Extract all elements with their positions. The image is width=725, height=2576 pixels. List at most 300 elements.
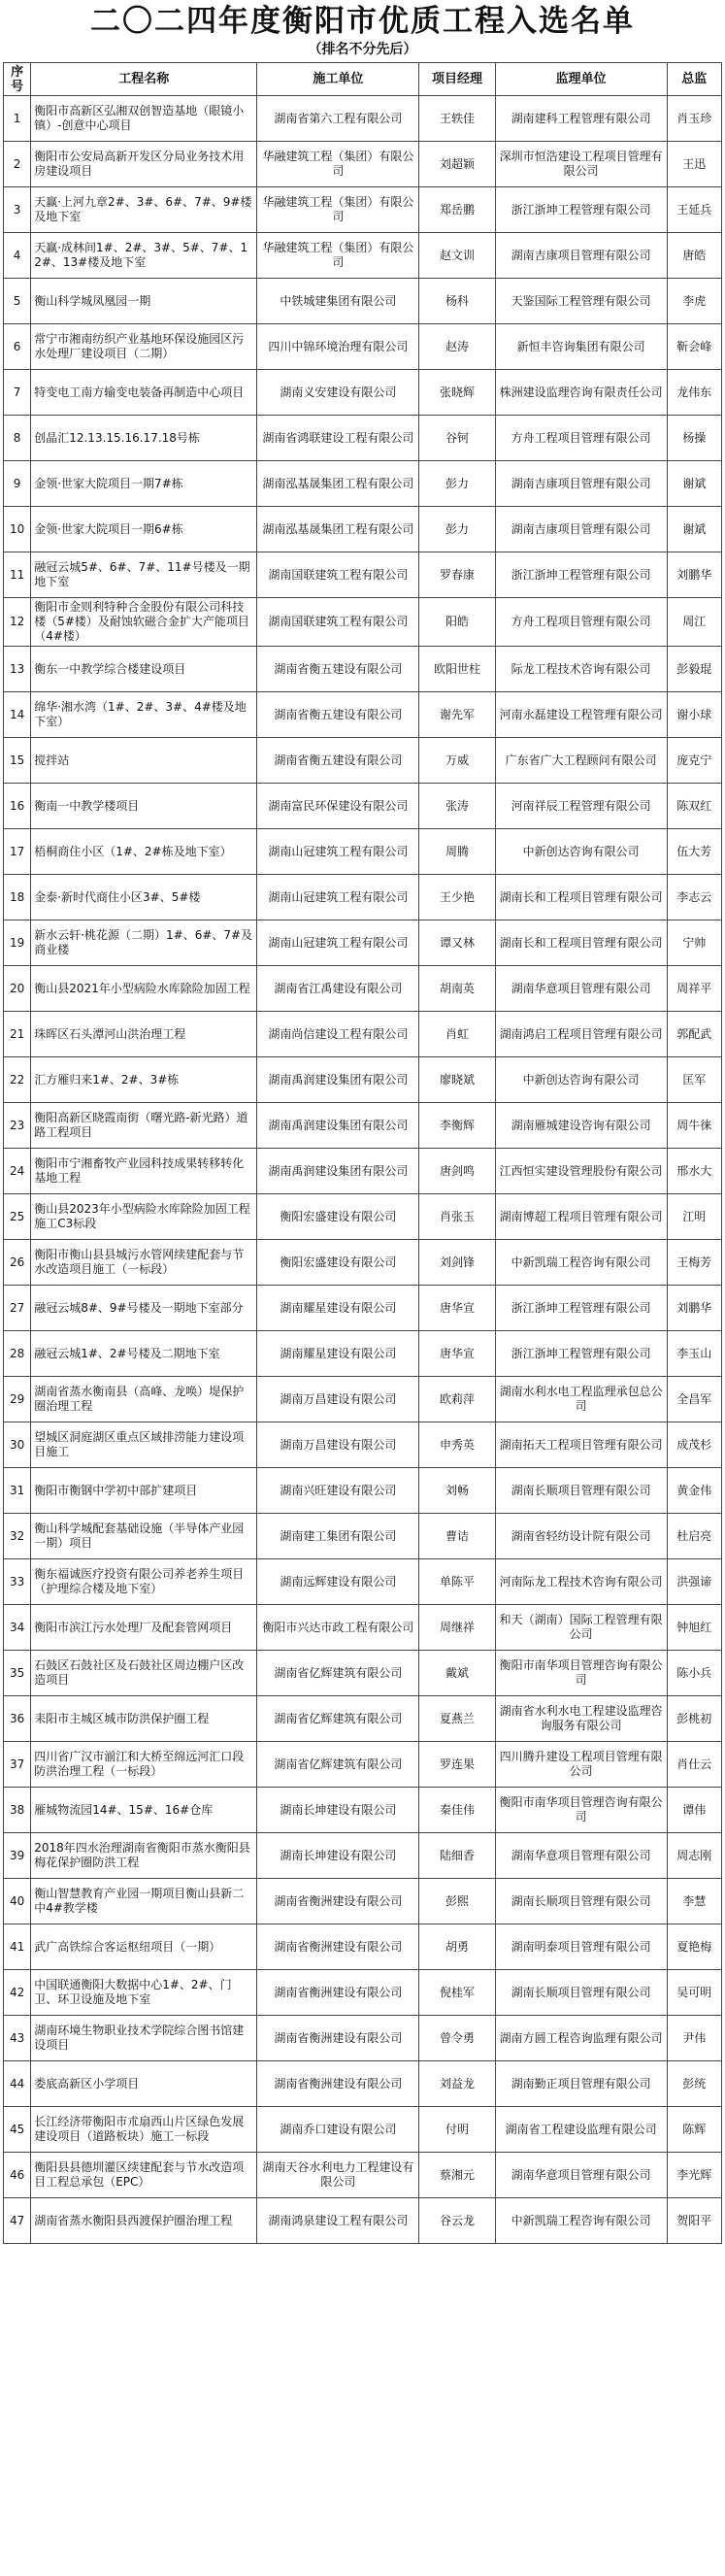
cell-project-manager: 曹诘 [419,1514,496,1559]
cell-supervision-unit: 湖南吉康项目管理有限公司 [495,507,667,552]
cell-supervision-unit: 中新创达咨询有限公司 [495,829,667,875]
cell-project-manager: 欧阳世柱 [419,647,496,692]
cell-supervision-unit: 湖南省轻纺设计院有限公司 [495,1514,667,1559]
cell-project-manager: 付明 [419,2107,496,2153]
cell-no: 11 [4,552,31,598]
cell-supervision-unit: 湖南拓天工程项目管理有限公司 [495,1422,667,1468]
table-row [4,1879,722,1924]
cell-project-manager: 罗春康 [419,552,496,598]
cell-construction-unit: 湖南建工集团有限公司 [257,1514,419,1559]
cell-no: 19 [4,920,31,966]
cell-chief-supervisor: 伍大芳 [667,829,722,875]
cell-no: 8 [4,416,31,461]
cell-supervision-unit: 湖南长和工程项目管理有限公司 [495,920,667,966]
cell-supervision-unit: 中新创达咨询有限公司 [495,1057,667,1103]
cell-construction-unit: 中铁城建集团有限公司 [257,279,419,324]
table-row [4,2107,722,2153]
cell-no: 5 [4,279,31,324]
document-title: 二〇二四年度衡阳市优质工程入选名单 [90,4,635,39]
cell-project-manager: 申秀英 [419,1422,496,1468]
cell-project-name: 衡东一中教学综合楼建设项目 [31,647,257,692]
header-project-manager: 项目经理 [419,63,496,96]
cell-supervision-unit: 湖南雁城建设咨询有限公司 [495,1103,667,1149]
cell-project-manager: 肖虹 [419,1012,496,1057]
cell-chief-supervisor: 邢水大 [667,1149,722,1194]
cell-chief-supervisor: 陈双红 [667,784,722,829]
cell-project-manager: 刘畅 [419,1468,496,1514]
cell-no: 21 [4,1012,31,1057]
table-row [4,461,722,507]
cell-supervision-unit: 河南际龙工程技术咨询有限公司 [495,1559,667,1605]
table-row [4,1514,722,1559]
cell-construction-unit: 湖南禹润建设集团有限公司 [257,1103,419,1149]
table-row [4,1742,722,1788]
cell-project-name: 金领·世家大院项目一期7#栋 [31,461,257,507]
cell-no: 25 [4,1194,31,1240]
cell-no: 42 [4,1970,31,2016]
cell-project-manager: 刘益龙 [419,2061,496,2107]
cell-supervision-unit: 河南祥辰工程管理有限公司 [495,784,667,829]
cell-construction-unit: 华融建筑工程（集团）有限公司 [257,142,419,187]
cell-chief-supervisor: 匡军 [667,1057,722,1103]
cell-construction-unit: 湖南耀星建设有限公司 [257,1286,419,1331]
cell-project-manager: 单陈平 [419,1559,496,1605]
cell-project-name: 绵华·湘水湾（1#、2#、3#、4#楼及地下室） [31,692,257,738]
cell-no: 7 [4,370,31,416]
table-row [4,966,722,1012]
table-row [4,1012,722,1057]
cell-no: 16 [4,784,31,829]
cell-chief-supervisor: 陈小兵 [667,1651,722,1696]
cell-project-manager: 郑岳鹏 [419,187,496,233]
cell-construction-unit: 衡阳市兴达市政工程有限公司 [257,1605,419,1651]
cell-chief-supervisor: 陈辉 [667,2107,722,2153]
cell-construction-unit: 四川中锦环境治理有限公司 [257,324,419,370]
cell-project-name: 新水云轩·桃花源（二期）1#、6#、7#及商业楼 [31,920,257,966]
cell-project-name: 衡东福诚医疗投资有限公司养老养生项目（护理综合楼及地下室） [31,1559,257,1605]
table-row [4,598,722,647]
table-row [4,829,722,875]
cell-project-manager: 杨科 [419,279,496,324]
cell-no: 2 [4,142,31,187]
table-row [4,1057,722,1103]
header-row [4,63,722,96]
cell-project-manager: 唐华宣 [419,1286,496,1331]
cell-supervision-unit: 湖南鸿启工程项目管理有限公司 [495,1012,667,1057]
cell-project-manager: 蔡湘元 [419,2153,496,2198]
cell-project-name: 雁城物流园14#、15#、16#仓库 [31,1788,257,1833]
table-row [4,2061,722,2107]
cell-no: 27 [4,1286,31,1331]
cell-chief-supervisor: 洪强谛 [667,1559,722,1605]
cell-project-manager: 谷云龙 [419,2198,496,2244]
table-row [4,2198,722,2244]
cell-project-manager: 谭又林 [419,920,496,966]
cell-chief-supervisor: 周江 [667,598,722,647]
cell-project-name: 特变电工南方输变电装备再制造中心项目 [31,370,257,416]
table-row [4,96,722,142]
cell-chief-supervisor: 成茂杉 [667,1422,722,1468]
cell-project-manager: 张涛 [419,784,496,829]
cell-project-manager: 胡南英 [419,966,496,1012]
table-row [4,1605,722,1651]
cell-supervision-unit: 株洲建设监理咨询有限责任公司 [495,370,667,416]
cell-project-manager: 刘超颖 [419,142,496,187]
cell-chief-supervisor: 谢小球 [667,692,722,738]
cell-no: 32 [4,1514,31,1559]
cell-supervision-unit: 湖南勤正项目管理有限公司 [495,2061,667,2107]
table-row [4,784,722,829]
cell-chief-supervisor: 刘鹏华 [667,552,722,598]
cell-project-name: 汇方雁归来1#、2#、3#栋 [31,1057,257,1103]
cell-chief-supervisor: 郭配武 [667,1012,722,1057]
table-row [4,1422,722,1468]
table-row [4,507,722,552]
cell-no: 31 [4,1468,31,1514]
cell-project-manager: 倪桂军 [419,1970,496,2016]
cell-project-name: 衡阳市宁湘畜牧产业园科技成果转移转化基地工程 [31,1149,257,1194]
table-row [4,552,722,598]
cell-construction-unit: 湖南山冠建筑工程有限公司 [257,829,419,875]
cell-project-name: 湖南省蒸水衡南县（高峰、龙唤）堤保护圈治理工程 [31,1377,257,1422]
cell-chief-supervisor: 李光辉 [667,2153,722,2198]
table-row [4,1194,722,1240]
cell-chief-supervisor: 刘鹏华 [667,1286,722,1331]
cell-project-name: 耒阳市主城区城市防洪保护圈工程 [31,1696,257,1742]
table-row [4,142,722,187]
cell-chief-supervisor: 周志刚 [667,1833,722,1879]
table-row [4,738,722,784]
cell-no: 4 [4,233,31,279]
table-row [4,233,722,279]
cell-chief-supervisor: 全昌军 [667,1377,722,1422]
cell-no: 43 [4,2016,31,2061]
cell-project-manager: 彭力 [419,507,496,552]
cell-no: 44 [4,2061,31,2107]
cell-construction-unit: 湖南乔口建设有限公司 [257,2107,419,2153]
cell-no: 15 [4,738,31,784]
cell-chief-supervisor: 王延兵 [667,187,722,233]
cell-supervision-unit: 浙江浙坤工程管理有限公司 [495,1286,667,1331]
cell-construction-unit: 湖南省衡洲建设有限公司 [257,2016,419,2061]
cell-project-name: 天赢·上河九章2#、3#、6#、7#、9#楼及地下室 [31,187,257,233]
cell-construction-unit: 湖南省衡洲建设有限公司 [257,2061,419,2107]
cell-project-name: 中国联通衡阳大数据中心1#、2#、门卫、环卫设施及地下室 [31,1970,257,2016]
cell-construction-unit: 湖南省第六工程有限公司 [257,96,419,142]
cell-construction-unit: 湖南万昌建设有限公司 [257,1422,419,1468]
cell-chief-supervisor: 肖仕云 [667,1742,722,1788]
cell-project-name: 湖南环境生物职业技术学院综合图书馆建设项目 [31,2016,257,2061]
cell-project-name: 四川省广汉市湔江和大桥至绵远河汇口段防洪治理工程（一标段） [31,1742,257,1788]
cell-no: 12 [4,598,31,647]
cell-no: 34 [4,1605,31,1651]
cell-project-name: 常宁市湘南纺织产业基地环保设施园区污水处理厂建设项目（二期） [31,324,257,370]
cell-chief-supervisor: 龙伟东 [667,370,722,416]
cell-no: 6 [4,324,31,370]
cell-no: 39 [4,1833,31,1879]
cell-construction-unit: 湖南天谷水利电力工程建设有限公司 [257,2153,419,2198]
cell-supervision-unit: 湖南长和工程项目管理有限公司 [495,875,667,920]
cell-chief-supervisor: 贺阳平 [667,2198,722,2244]
cell-supervision-unit: 方舟工程项目管理有限公司 [495,598,667,647]
cell-construction-unit: 华融建筑工程（集团）有限公司 [257,233,419,279]
cell-project-name: 娄底高新区小学项目 [31,2061,257,2107]
cell-project-manager: 万威 [419,738,496,784]
cell-construction-unit: 华融建筑工程（集团）有限公司 [257,187,419,233]
cell-project-name: 石鼓区石鼓社区及石鼓社区周边棚户区改造项目 [31,1651,257,1696]
cell-construction-unit: 湖南山冠建筑工程有限公司 [257,875,419,920]
header-chief-supervisor: 总监 [667,63,722,96]
cell-chief-supervisor: 庞克宁 [667,738,722,784]
cell-project-manager: 胡勇 [419,1924,496,1970]
cell-project-manager: 夏燕兰 [419,1696,496,1742]
cell-project-manager: 欧莉萍 [419,1377,496,1422]
table-row [4,647,722,692]
cell-project-name: 长江经济带衡阳市朮扇西山片区绿色发展建设项目（道路板块）施工一标段 [31,2107,257,2153]
cell-project-name: 珠晖区石头潭河山洪治理工程 [31,1012,257,1057]
cell-no: 18 [4,875,31,920]
cell-chief-supervisor: 彭桃初 [667,1696,722,1742]
cell-no: 17 [4,829,31,875]
cell-no: 30 [4,1422,31,1468]
cell-project-name: 衡阳市衡山县县城污水管网续建配套与节水改造项目施工（一标段） [31,1240,257,1286]
cell-construction-unit: 湖南国联建筑工程有限公司 [257,598,419,647]
cell-chief-supervisor: 肖玉珍 [667,96,722,142]
cell-project-manager: 王少艳 [419,875,496,920]
cell-supervision-unit: 湖南华意项目管理有限公司 [495,2153,667,2198]
cell-no: 3 [4,187,31,233]
cell-supervision-unit: 湖南博超工程项目管理有限公司 [495,1194,667,1240]
cell-construction-unit: 湖南省衡洲建设有限公司 [257,1924,419,1970]
cell-project-manager: 刘剑锋 [419,1240,496,1286]
cell-construction-unit: 湖南鸿泉建设工程有限公司 [257,2198,419,2244]
table-row [4,875,722,920]
cell-project-name: 衡山智慧教育产业园一期项目衡山县新二中4#教学楼 [31,1879,257,1924]
cell-project-manager: 戴斌 [419,1651,496,1696]
cell-project-manager: 唐剑鸣 [419,1149,496,1194]
cell-supervision-unit: 广东省广大工程顾问有限公司 [495,738,667,784]
cell-construction-unit: 湖南义安建设有限公司 [257,370,419,416]
cell-no: 41 [4,1924,31,1970]
cell-chief-supervisor: 彭统 [667,2061,722,2107]
cell-supervision-unit: 新恒丰咨询集团有限公司 [495,324,667,370]
cell-supervision-unit: 湖南水利水电工程监理承包总公司 [495,1377,667,1422]
cell-construction-unit: 湖南省衡洲建设有限公司 [257,1970,419,2016]
cell-no: 46 [4,2153,31,2198]
cell-supervision-unit: 湖南明泰项目管理有限公司 [495,1924,667,1970]
cell-project-name: 望城区洞庭湖区重点区域排涝能力建设项目施工 [31,1422,257,1468]
table-row [4,279,722,324]
cell-project-manager: 彭熙 [419,1879,496,1924]
table-row [4,1103,722,1149]
cell-no: 9 [4,461,31,507]
cell-chief-supervisor: 王梅芳 [667,1240,722,1286]
table-row [4,692,722,738]
cell-construction-unit: 衡阳宏盛建设有限公司 [257,1194,419,1240]
cell-project-name: 融冠云城1#、2#号楼及二期地下室 [31,1331,257,1377]
cell-chief-supervisor: 夏艳梅 [667,1924,722,1970]
cell-supervision-unit: 方舟工程项目管理有限公司 [495,416,667,461]
cell-chief-supervisor: 唐皓 [667,233,722,279]
cell-no: 35 [4,1651,31,1696]
cell-supervision-unit: 湖南长顺项目管理有限公司 [495,1879,667,1924]
cell-chief-supervisor: 靳会峰 [667,324,722,370]
cell-supervision-unit: 湖南长顺项目管理有限公司 [495,1970,667,2016]
cell-project-manager: 谢先军 [419,692,496,738]
cell-construction-unit: 湖南泓基晟集团工程有限公司 [257,461,419,507]
cell-chief-supervisor: 钟旭红 [667,1605,722,1651]
cell-supervision-unit: 江西恒实建设管理股份有限公司 [495,1149,667,1194]
cell-no: 10 [4,507,31,552]
table-row [4,2153,722,2198]
cell-construction-unit: 湖南省衡五建设有限公司 [257,738,419,784]
cell-project-name: 湖南省蒸水衡阳县西渡保护圈治理工程 [31,2198,257,2244]
cell-project-name: 衡山科学城凤凰园一期 [31,279,257,324]
cell-project-name: 衡阳县县德圳灌区续建配套与节水改造项目工程总承包（EPC） [31,2153,257,2198]
cell-no: 14 [4,692,31,738]
cell-no: 23 [4,1103,31,1149]
cell-supervision-unit: 湖南长顺项目管理有限公司 [495,1468,667,1514]
cell-no: 13 [4,647,31,692]
cell-supervision-unit: 河南永磊建设工程管理有限公司 [495,692,667,738]
table-row [4,1240,722,1286]
table-row [4,1924,722,1970]
cell-supervision-unit: 湖南华意项目管理有限公司 [495,966,667,1012]
table-row [4,1331,722,1377]
cell-supervision-unit: 中新凯瑞工程咨询有限公司 [495,1240,667,1286]
cell-no: 22 [4,1057,31,1103]
cell-no: 20 [4,966,31,1012]
cell-supervision-unit: 浙江浙坤工程管理有限公司 [495,1331,667,1377]
table-row [4,1286,722,1331]
projects-table [3,62,722,2244]
cell-project-manager: 肖张玉 [419,1194,496,1240]
cell-project-manager: 张晓辉 [419,370,496,416]
cell-chief-supervisor: 李玉山 [667,1331,722,1377]
table-row [4,324,722,370]
cell-supervision-unit: 衡阳市南华项目管理咨询有限公司 [495,1788,667,1833]
cell-construction-unit: 湖南长坤建设有限公司 [257,1833,419,1879]
cell-project-name: 衡阳市高新区弘湘双创智造基地（眼镜小镇）-创意中心项目 [31,96,257,142]
cell-project-manager: 秦佳伟 [419,1788,496,1833]
cell-project-name: 梧桐商住小区（1#、2#栋及地下室） [31,829,257,875]
cell-project-name: 金泰·新时代商住小区3#、5#楼 [31,875,257,920]
cell-construction-unit: 湖南兴旺建设有限公司 [257,1468,419,1514]
cell-supervision-unit: 浙江浙坤工程管理有限公司 [495,552,667,598]
cell-project-manager: 李衡辉 [419,1103,496,1149]
cell-construction-unit: 湖南禹润建设集团有限公司 [257,1149,419,1194]
cell-no: 1 [4,96,31,142]
cell-no: 26 [4,1240,31,1286]
cell-supervision-unit: 四川腾升建设工程项目管理有限公司 [495,1742,667,1788]
cell-supervision-unit: 湖南方圆工程咨询监理有限公司 [495,2016,667,2061]
table-row [4,1149,722,1194]
table-row [4,1559,722,1605]
cell-project-name: 衡南一中教学楼项目 [31,784,257,829]
cell-project-name: 金领·世家大院项目一期6#栋 [31,507,257,552]
cell-supervision-unit: 湖南省水利水电工程建设监理咨询服务有限公司 [495,1696,667,1742]
table-row [4,370,722,416]
cell-supervision-unit: 和天（湖南）国际工程管理有限公司 [495,1605,667,1651]
cell-project-manager: 王轶佳 [419,96,496,142]
cell-construction-unit: 湖南省亿辉建筑有限公司 [257,1696,419,1742]
cell-project-manager: 陆细香 [419,1833,496,1879]
cell-project-name: 融冠云城5#、6#、7#、11#号楼及一期地下室 [31,552,257,598]
cell-supervision-unit: 衡阳市南华项目管理咨询有限公司 [495,1651,667,1696]
cell-construction-unit: 湖南长坤建设有限公司 [257,1788,419,1833]
cell-construction-unit: 湖南国联建筑工程有限公司 [257,552,419,598]
cell-project-name: 衡阳市滨江污水处理厂及配套管网项目 [31,1605,257,1651]
cell-supervision-unit: 浙江浙坤工程管理有限公司 [495,187,667,233]
cell-no: 47 [4,2198,31,2244]
cell-project-manager: 赵文训 [419,233,496,279]
cell-project-name: 2018年四水治理湖南省衡阳市蒸水衡阳县梅花保护圈防洪工程 [31,1833,257,1879]
cell-supervision-unit: 际龙工程技术咨询有限公司 [495,647,667,692]
cell-construction-unit: 湖南泓基晟集团工程有限公司 [257,507,419,552]
cell-project-manager: 罗连果 [419,1742,496,1788]
cell-supervision-unit: 湖南建科工程管理有限公司 [495,96,667,142]
cell-supervision-unit: 中新凯瑞工程咨询有限公司 [495,2198,667,2244]
table-row [4,1696,722,1742]
cell-chief-supervisor: 宁帅 [667,920,722,966]
cell-project-name: 天赢·成林间1#、2#、3#、5#、7#、12#、13#楼及地下室 [31,233,257,279]
cell-construction-unit: 湖南省衡洲建设有限公司 [257,1879,419,1924]
cell-construction-unit: 湖南省衡五建设有限公司 [257,647,419,692]
cell-construction-unit: 湖南万昌建设有限公司 [257,1377,419,1422]
cell-construction-unit: 湖南省衡五建设有限公司 [257,692,419,738]
table-row [4,187,722,233]
cell-project-manager: 周腾 [419,829,496,875]
cell-project-manager: 彭力 [419,461,496,507]
cell-chief-supervisor: 吴可明 [667,1970,722,2016]
cell-project-name: 融冠云城8#、9#号楼及一期地下室部分 [31,1286,257,1331]
cell-supervision-unit: 湖南吉康项目管理有限公司 [495,233,667,279]
cell-construction-unit: 湖南远辉建设有限公司 [257,1559,419,1605]
header-supervision-unit: 监理单位 [495,63,667,96]
cell-no: 38 [4,1788,31,1833]
cell-project-name: 衡阳市金则利特种合金股份有限公司科技楼（5#楼）及耐蚀软磁合金扩大产能项目（4#楼） [31,598,257,647]
cell-construction-unit: 衡阳宏盛建设有限公司 [257,1240,419,1286]
table-row [4,2016,722,2061]
cell-chief-supervisor: 李虎 [667,279,722,324]
table-body [4,96,722,2244]
cell-supervision-unit: 湖南吉康项目管理有限公司 [495,461,667,507]
cell-no: 36 [4,1696,31,1742]
cell-construction-unit: 湖南省亿辉建筑有限公司 [257,1742,419,1788]
cell-supervision-unit: 湖南华意项目管理有限公司 [495,1833,667,1879]
cell-chief-supervisor: 王迅 [667,142,722,187]
header-project-name: 工程名称 [31,63,257,96]
cell-chief-supervisor: 江明 [667,1194,722,1240]
cell-project-manager: 周继祥 [419,1605,496,1651]
table-row [4,1833,722,1879]
header-no: 序号 [4,63,31,96]
cell-project-name: 衡山科学城配套基础设施（半导体产业园一期）项目 [31,1514,257,1559]
header-construction-unit: 施工单位 [257,63,419,96]
cell-chief-supervisor: 谭伟 [667,1788,722,1833]
cell-supervision-unit: 深圳市恒浩建设工程项目管理有限公司 [495,142,667,187]
cell-chief-supervisor: 谢斌 [667,507,722,552]
cell-no: 37 [4,1742,31,1788]
cell-construction-unit: 湖南尚信建设工程有限公司 [257,1012,419,1057]
table-row [4,1468,722,1514]
cell-no: 40 [4,1879,31,1924]
cell-construction-unit: 湖南禹润建设集团有限公司 [257,1057,419,1103]
cell-chief-supervisor: 彭毅琨 [667,647,722,692]
cell-project-manager: 阳皓 [419,598,496,647]
cell-no: 24 [4,1149,31,1194]
cell-construction-unit: 湖南省江禹建设有限公司 [257,966,419,1012]
